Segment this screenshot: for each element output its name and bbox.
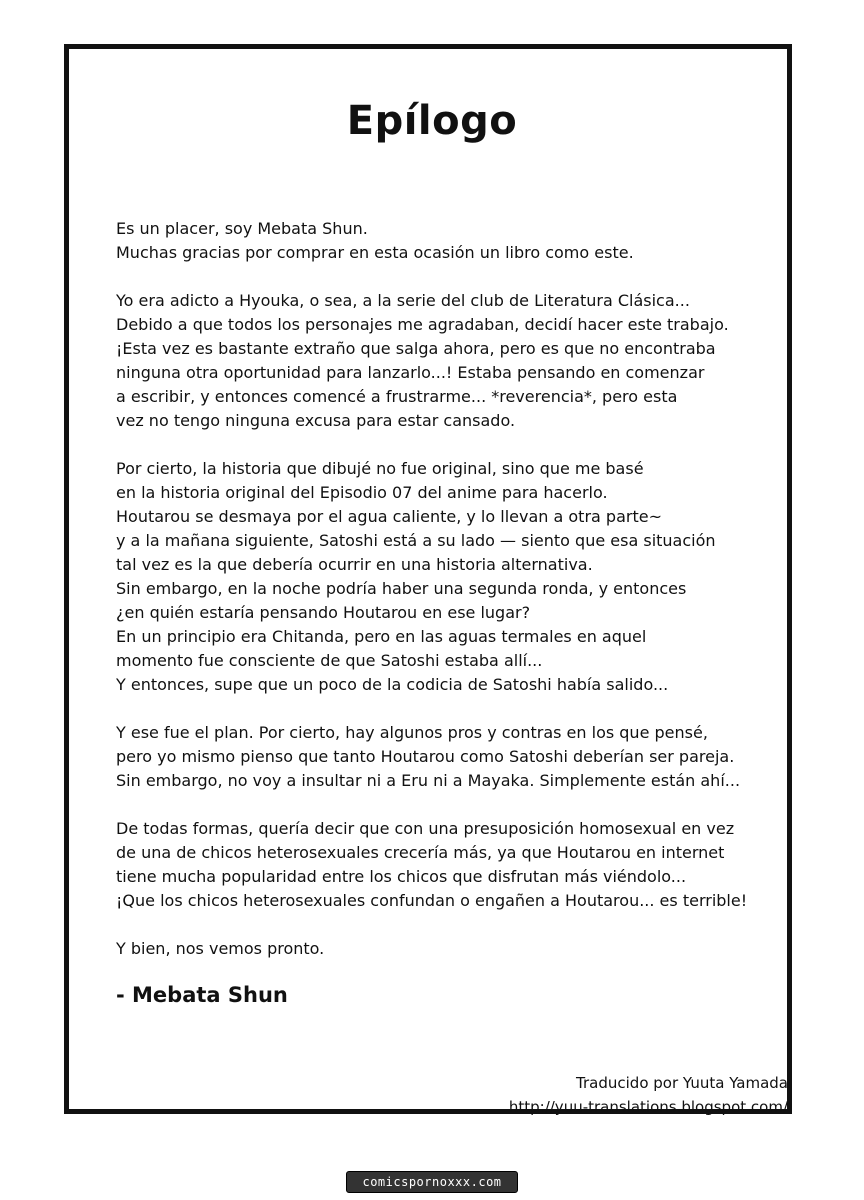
- text-line: momento fue consciente de que Satoshi estaba allí...: [116, 651, 543, 670]
- text-line: Por cierto, la historia que dibujé no fue original, sino que me basé: [116, 459, 644, 478]
- translation-credit: [509, 1071, 788, 1119]
- paragraph: [116, 817, 756, 913]
- epilogue-body: [116, 217, 756, 985]
- text-line: ¡Que los chicos heterosexuales confundan o engañen a Houtarou... es terrible!: [116, 891, 748, 910]
- text-line: Y bien, nos vemos pronto.: [116, 939, 325, 958]
- text-line: a escribir, y entonces comencé a frustrarme... *reverencia*, pero esta: [116, 387, 678, 406]
- site-watermark: comicspornoxxx.com: [346, 1171, 518, 1193]
- text-line: ninguna otra oportunidad para lanzarlo...! Estaba pensando en comenzar: [116, 363, 705, 382]
- text-line: vez no tengo ninguna excusa para estar cansado.: [116, 411, 516, 430]
- text-line: En un principio era Chitanda, pero en las aguas termales en aquel: [116, 627, 647, 646]
- paragraph: [116, 289, 756, 433]
- text-line: pero yo mismo pienso que tanto Houtarou como Satoshi deberían ser pareja.: [116, 747, 735, 766]
- paragraph: [116, 217, 756, 265]
- text-line: Y ese fue el plan. Por cierto, hay algunos pros y contras en los que pensé,: [116, 723, 708, 742]
- page-title: Epílogo: [346, 98, 518, 144]
- translator-url: http://yuu-translations.blogspot.com/: [508, 1098, 788, 1116]
- translator-name: Traducido por Yuuta Yamada: [576, 1074, 788, 1092]
- text-line: tiene mucha popularidad entre los chicos que disfrutan más viéndolo...: [116, 867, 687, 886]
- text-line: y a la mañana siguiente, Satoshi está a su lado — siento que esa situación: [116, 531, 716, 550]
- paragraph: [116, 721, 756, 793]
- text-line: Houtarou se desmaya por el agua caliente, y lo llevan a otra parte~: [116, 507, 662, 526]
- text-line: Muchas gracias por comprar en esta ocasión un libro como este.: [116, 243, 634, 262]
- text-line: De todas formas, quería decir que con una presuposición homosexual en vez: [116, 819, 735, 838]
- text-line: tal vez es la que debería ocurrir en una historia alternativa.: [116, 555, 593, 574]
- text-line: ¿en quién estaría pensando Houtarou en ese lugar?: [116, 603, 531, 622]
- paragraph: [116, 457, 756, 697]
- author-signature: - Mebata Shun: [116, 983, 288, 1007]
- text-line: Sin embargo, no voy a insultar ni a Eru ni a Mayaka. Simplemente están ahí...: [116, 771, 741, 790]
- text-line: Debido a que todos los personajes me agradaban, decidí hacer este trabajo.: [116, 315, 729, 334]
- text-line: de una de chicos heterosexuales crecería más, ya que Houtarou en internet: [116, 843, 725, 862]
- text-line: en la historia original del Episodio 07 del anime para hacerlo.: [116, 483, 608, 502]
- paragraph: [116, 937, 756, 961]
- text-line: Sin embargo, en la noche podría haber una segunda ronda, y entonces: [116, 579, 687, 598]
- text-line: Yo era adicto a Hyouka, o sea, a la serie del club de Literatura Clásica...: [116, 291, 690, 310]
- text-line: Y entonces, supe que un poco de la codicia de Satoshi había salido...: [116, 675, 669, 694]
- text-line: Es un placer, soy Mebata Shun.: [116, 219, 368, 238]
- text-line: ¡Esta vez es bastante extraño que salga ahora, pero es que no encontraba: [116, 339, 716, 358]
